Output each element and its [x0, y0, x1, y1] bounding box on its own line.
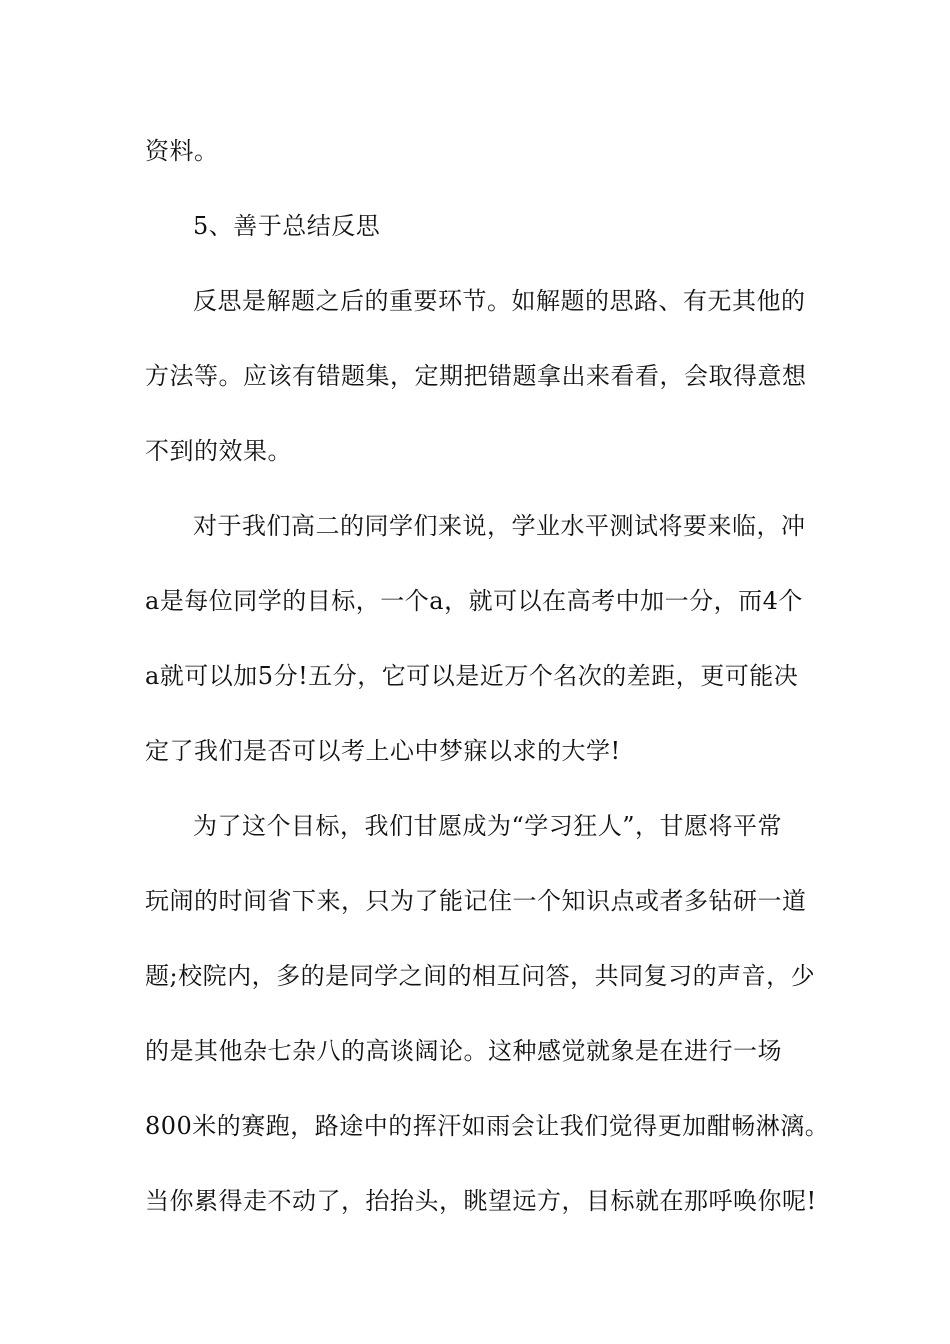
text-line: 方法等。应该有错题集，定期把错题拿出来看看，会取得意想: [145, 362, 807, 390]
text-line: 对于我们高二的同学们来说，学业水平测试将要来临，冲: [193, 512, 806, 540]
text-line: 反思是解题之后的重要环节。如解题的思路、有无其他的: [193, 287, 806, 315]
text-line: 玩闹的时间省下来，只为了能记住一个知识点或者多钻研一道: [145, 887, 807, 915]
text-line: a就可以加5分!五分，它可以是近万个名次的差距，更可能决: [145, 662, 799, 690]
text-line: 当你累得走不动了，抬抬头，眺望远方，目标就在那呼唤你呢!: [145, 1187, 817, 1215]
text-line: 资料。: [145, 137, 219, 165]
text-line: 题;校院内，多的是同学之间的相互问答，共同复习的声音，少: [145, 962, 816, 990]
section-heading: 5、善于总结反思: [193, 212, 381, 240]
text-line: 为了这个目标，我们甘愿成为“学习狂人”，甘愿将平常: [193, 812, 783, 840]
text-line: 不到的效果。: [145, 437, 292, 465]
text-line: a是每位同学的目标，一个a，就可以在高考中加一分，而4个: [145, 587, 803, 615]
text-line: 的是其他杂七杂八的高谈阔论。这种感觉就象是在进行一场: [145, 1037, 782, 1065]
text-line: 800米的赛跑，路途中的挥汗如雨会让我们觉得更加酣畅淋漓。: [145, 1112, 830, 1140]
text-line: 定了我们是否可以考上心中梦寐以求的大学!: [145, 737, 621, 765]
